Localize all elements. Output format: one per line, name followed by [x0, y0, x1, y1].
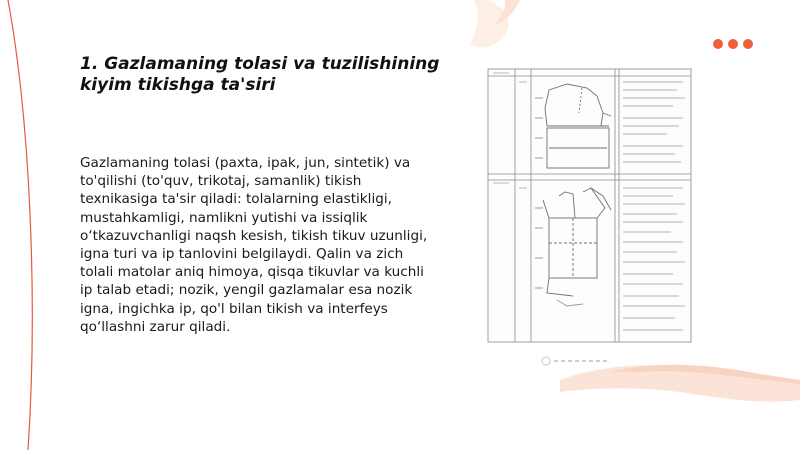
- left-arc-line: [8, 0, 32, 450]
- dot: [713, 39, 723, 49]
- top-wave-shape: [470, 0, 509, 47]
- dot: [743, 39, 753, 49]
- sewing-pattern-figure: [487, 68, 692, 343]
- dot: [728, 39, 738, 49]
- slide-title: 1. Gazlamaning tolasi va tuzilishining kiyim tikishga ta'siri: [80, 54, 440, 95]
- slide-body-text: Gazlamaning tolasi (paxta, ipak, jun, sintetik) va to'qilishi (to'quv, trikotaj, samanlik) tikish texnikasiga ta'sir qiladi: tolalarning elastikligi, mustahkamligi, namlikni yutishi va issiqlik o‘tkazuvchanligi naqsh kesish, tikish tikuv uzunligi, igna turi va ip tanlovini belgilaydi. Qalin va zich tolali matolar aniq himoya, qisqa tikuvlar va kuchli ip talab etadi; nozik, yengil gazlamalar esa nozik igna, ingichka ip, qo'l bilan tikish va interfeys qo‘llashni zarur qiladi.: [80, 155, 428, 335]
- three-dots-icon[interactable]: [713, 39, 753, 49]
- figure-caption-mark: [540, 354, 620, 368]
